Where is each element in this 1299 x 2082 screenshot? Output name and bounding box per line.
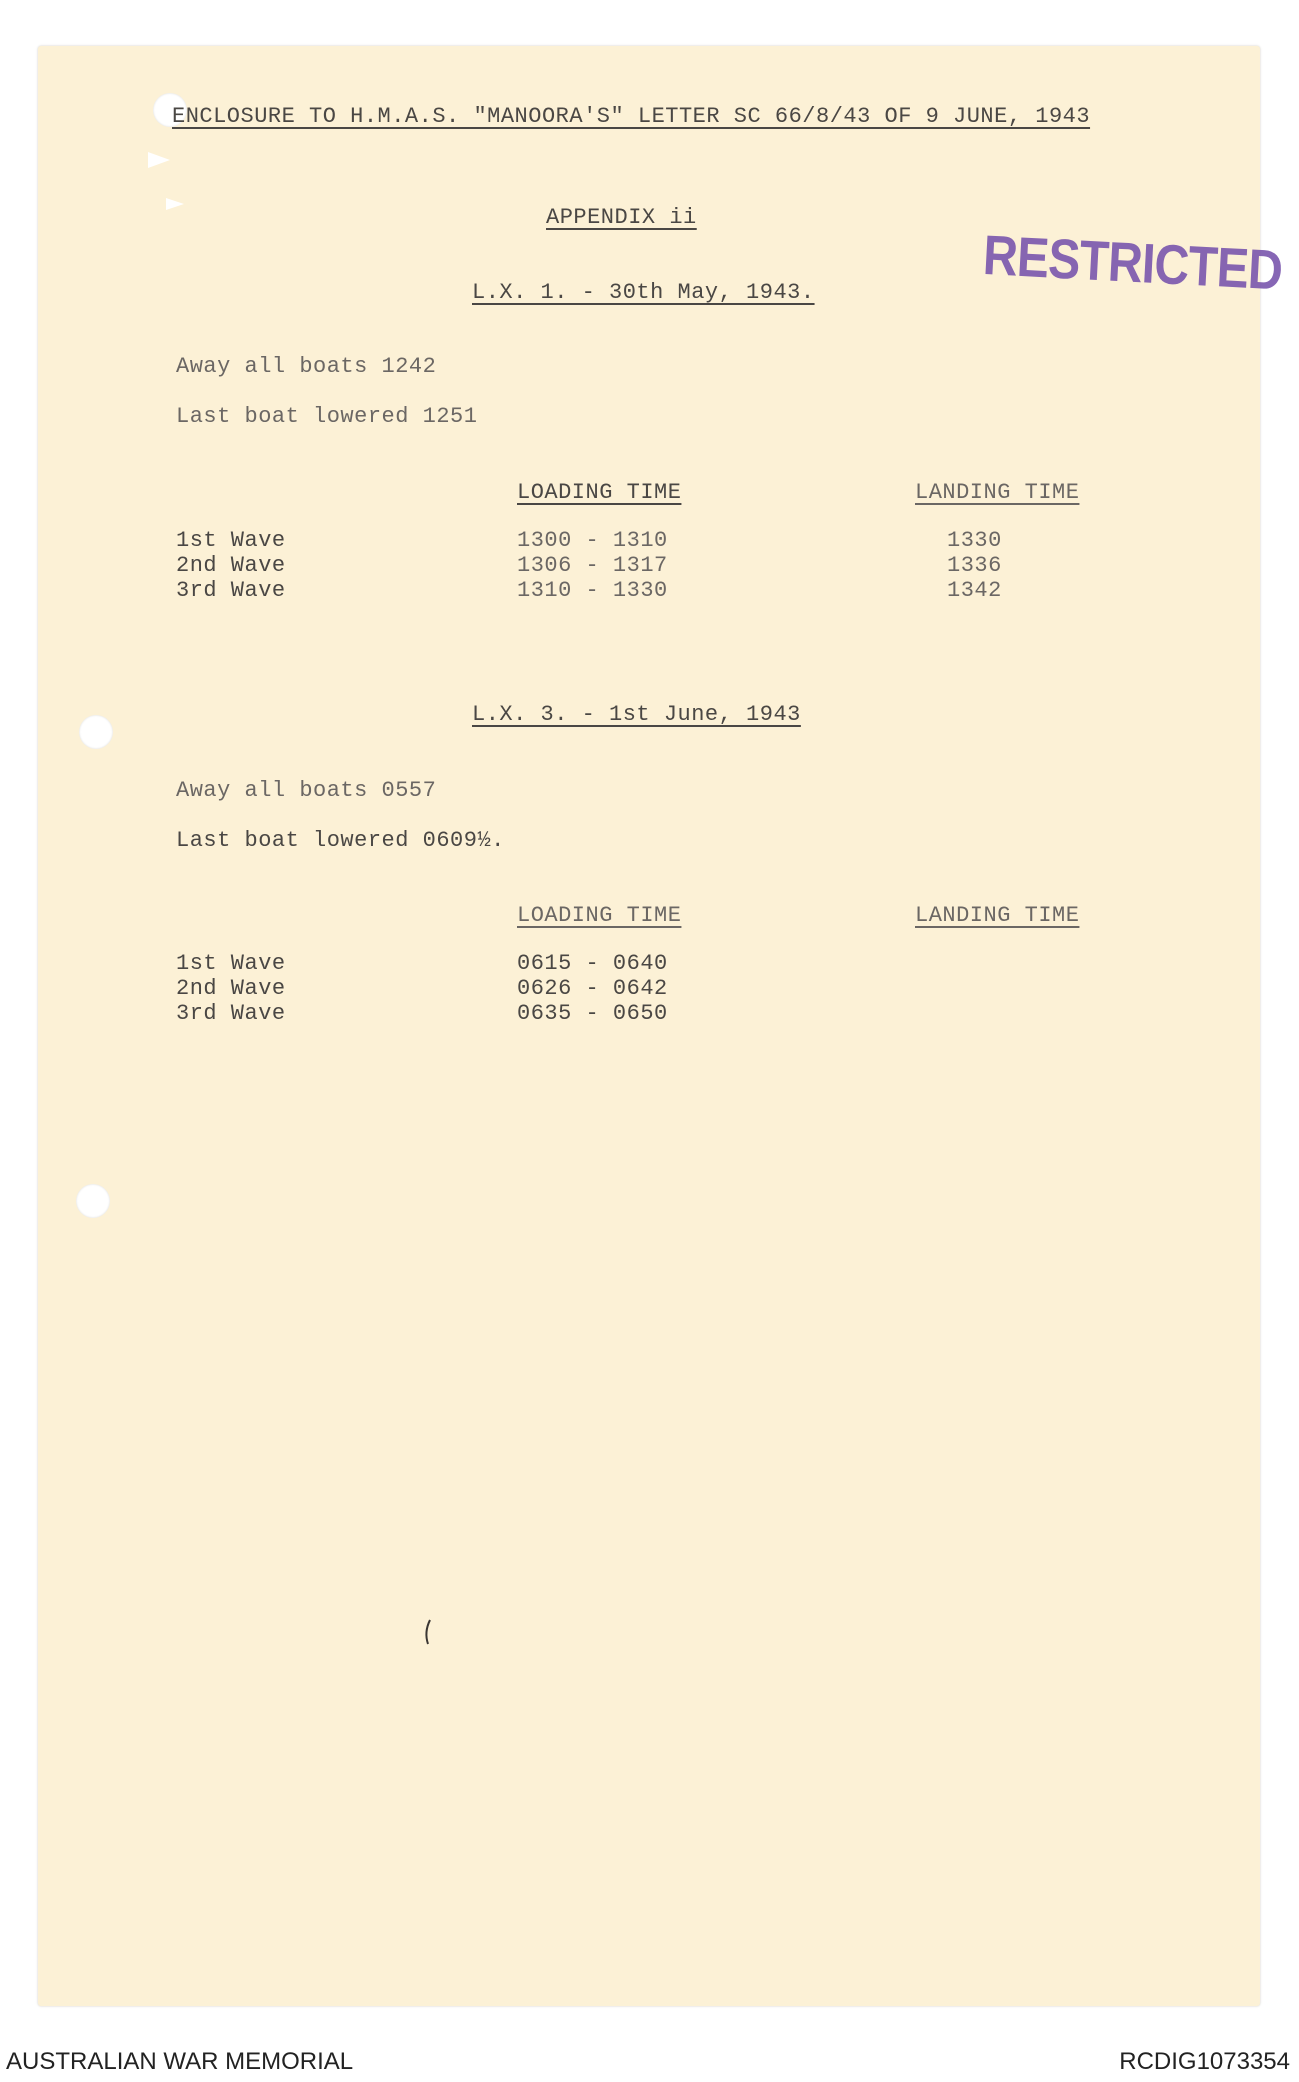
- exercise-1-wave-2-landing: 1336: [947, 553, 1002, 578]
- exercise-3-loading-header: LOADING TIME: [517, 903, 682, 928]
- exercise-3-wave-2-loading: 0626 - 0642: [517, 976, 668, 1001]
- exercise-1-wave-3-label: 3rd Wave: [176, 578, 286, 603]
- restricted-stamp: RESTRICTED: [981, 222, 1284, 302]
- exercise-1-wave-1-loading: 1300 - 1310: [517, 528, 668, 553]
- exercise-3-landing-header: LANDING TIME: [915, 903, 1080, 928]
- exercise-1-wave-2-loading: 1306 - 1317: [517, 553, 668, 578]
- exercise-1-last-boat: Last boat lowered 1251: [176, 404, 478, 429]
- exercise-1-wave-3-landing: 1342: [947, 578, 1002, 603]
- exercise-3-wave-2-label: 2nd Wave: [176, 976, 286, 1001]
- exercise-1-loading-header: LOADING TIME: [517, 480, 682, 505]
- exercise-3-away-all-boats: Away all boats 0557: [176, 778, 437, 803]
- exercise-1-wave-3-loading: 1310 - 1330: [517, 578, 668, 603]
- document-page: [38, 46, 1260, 2006]
- exercise-1-wave-1-landing: 1330: [947, 528, 1002, 553]
- exercise-3-wave-3-loading: 0635 - 0650: [517, 1001, 668, 1026]
- exercise-3-wave-1-loading: 0615 - 0640: [517, 951, 668, 976]
- exercise-1-away-all-boats: Away all boats 1242: [176, 354, 437, 379]
- pen-mark: [420, 1618, 434, 1648]
- exercise-1-landing-header: LANDING TIME: [915, 480, 1080, 505]
- enclosure-header: ENCLOSURE TO H.M.A.S. "MANOORA'S" LETTER SC 66/8/43 OF 9 JUNE, 1943: [172, 104, 1091, 129]
- exercise-3-wave-1-label: 1st Wave: [176, 951, 286, 976]
- exercise-1-title: L.X. 1. - 30th May, 1943.: [472, 280, 815, 305]
- paper-tear: [166, 198, 184, 210]
- footer-archive-name: AUSTRALIAN WAR MEMORIAL: [6, 2048, 354, 2075]
- exercise-1-wave-2-label: 2nd Wave: [176, 553, 286, 578]
- exercise-3-wave-3-label: 3rd Wave: [176, 1001, 286, 1026]
- appendix-title: APPENDIX ii: [546, 205, 697, 230]
- exercise-3-last-boat: Last boat lowered 0609½.: [176, 828, 505, 853]
- footer-record-id: RCDIG1073354: [1119, 2048, 1290, 2075]
- punch-hole: [79, 715, 113, 749]
- exercise-3-title: L.X. 3. - 1st June, 1943: [472, 702, 801, 727]
- exercise-1-wave-1-label: 1st Wave: [176, 528, 286, 553]
- punch-hole: [76, 1184, 110, 1218]
- paper-tear: [148, 152, 170, 168]
